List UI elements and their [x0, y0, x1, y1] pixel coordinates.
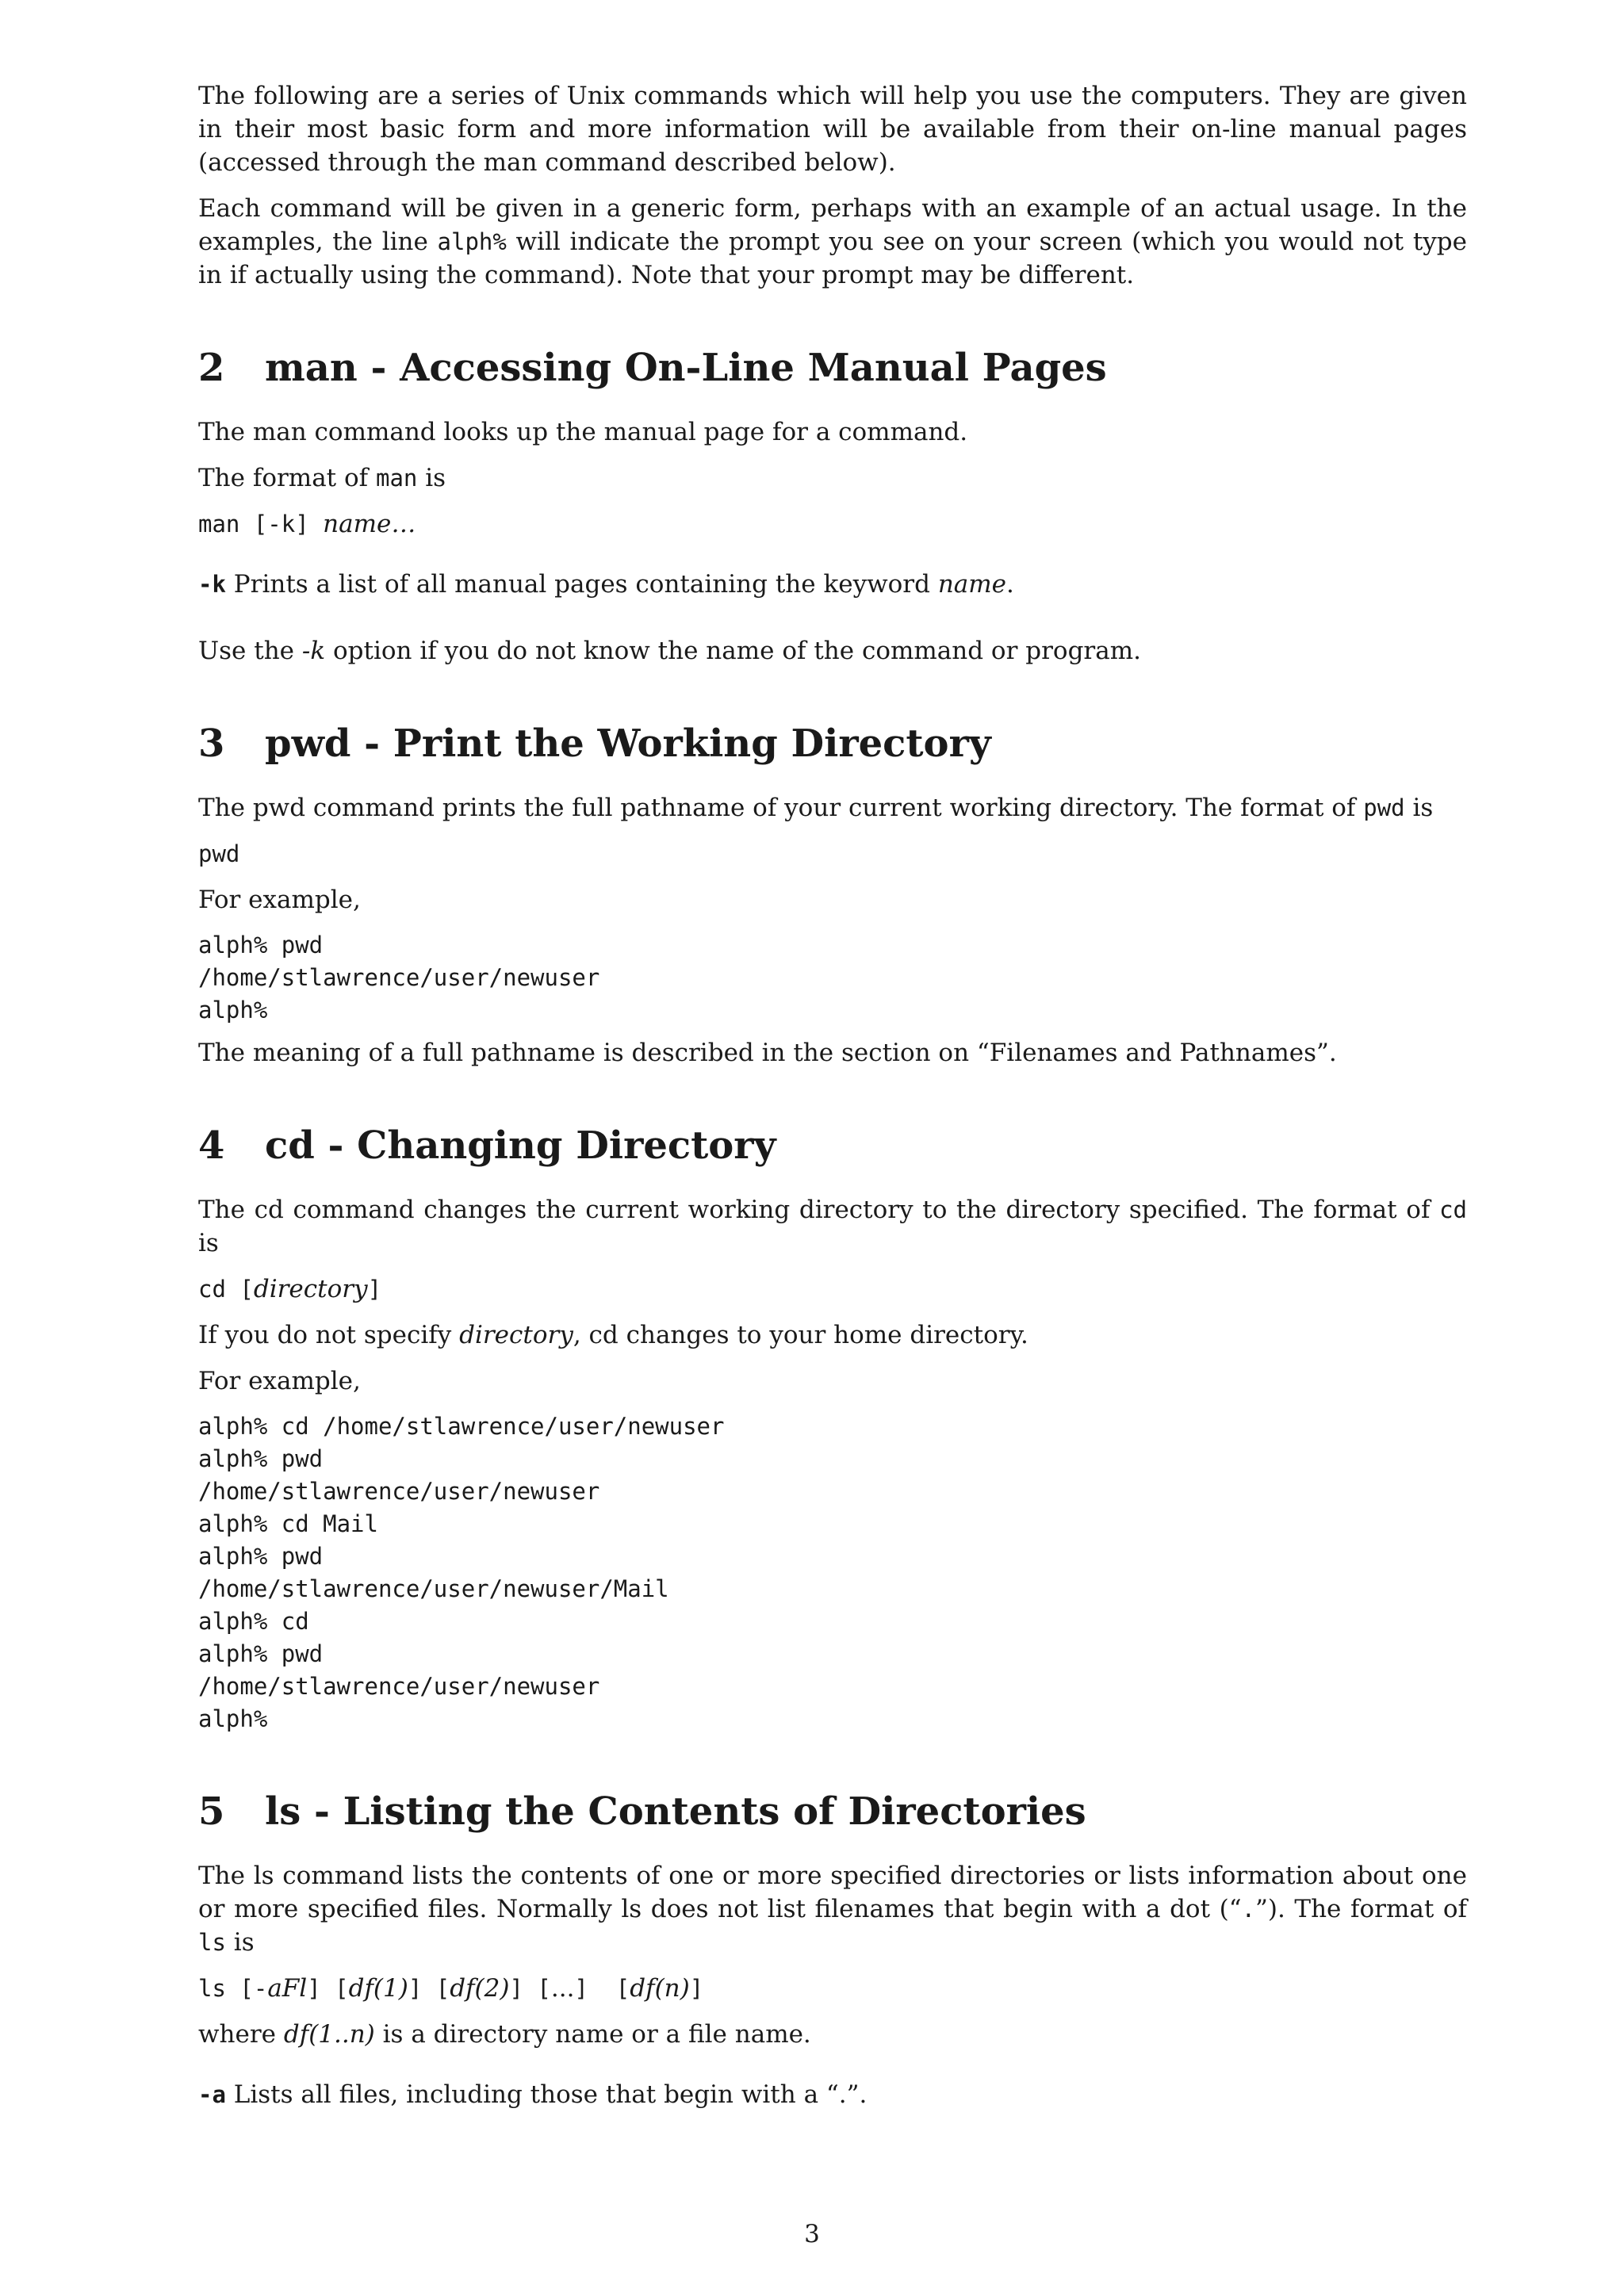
- ls-syntax: ls [-aFl] [df(1)] [df(2)] [...] [df(n)]: [198, 1974, 704, 2003]
- man-format-line: The format of man is: [198, 464, 446, 492]
- prompt-code: alph%: [437, 228, 507, 255]
- section-heading-pwd: 3 pwd - Print the Working Directory: [198, 721, 991, 766]
- section-heading-man: 2 man - Accessing On-Line Manual Pages: [198, 346, 1107, 390]
- intro-paragraph-2: Each command will be given in a generic form, perhaps with an example of an actual usage. In the examples, the line alph% will indicate the prompt you see on your screen (which you would not type in if actually using the command). Note that your prompt may be different.: [198, 194, 1467, 289]
- intro-paragraph-1: The following are a series of Unix commands which will help you use the computers. They are given in their most basic form and more information will be available from their on-line manual pages (accessed through the man command described below).: [198, 82, 1467, 177]
- cd-description: The cd command changes the current working directory to the directory specified. The format of cd is: [198, 1196, 1467, 1257]
- section-heading-cd: 4 cd - Changing Directory: [198, 1123, 776, 1168]
- ls-description: The ls command lists the contents of one or more specified directories or lists information about one or more specified files. Normally ls does not list filenames that begin with a dot (“.”). The format of ls is: [198, 1862, 1467, 1957]
- cd-example-code: alph% cd /home/stlawrence/user/newuser alph% pwd /home/stlawrence/user/newuser alph% cd Mail alph% pwd /home/stlawrence/user/newuser/Mail alph% cd alph% pwd /home/stlawrence/user/newuser alph%: [198, 1413, 725, 1732]
- cd-home-note: If you do not specify directory, cd changes to your home directory.: [198, 1321, 1028, 1349]
- page-number: 3: [804, 2220, 820, 2248]
- pwd-example-code: alph% pwd /home/stlawrence/user/newuser alph%: [198, 932, 600, 1024]
- ls-where-note: where df(1..n) is a directory name or a file name.: [198, 2020, 811, 2049]
- pwd-syntax: pwd: [198, 840, 240, 867]
- pwd-pathname-note: The meaning of a full pathname is described in the section on “Filenames and Pathnames”.: [198, 1039, 1337, 1067]
- pwd-for-example: For example,: [198, 886, 361, 914]
- document-body: [198, 79, 1467, 2145]
- pwd-description: The pwd command prints the full pathname of your current working directory. The format of pwd is: [198, 794, 1434, 822]
- man-usage-note: Use the -k option if you do not know the name of the command or program.: [198, 637, 1141, 665]
- cd-for-example: For example,: [198, 1367, 361, 1395]
- man-syntax: man [-k] name…: [198, 510, 416, 538]
- man-description: The man command looks up the manual page for a command.: [198, 418, 968, 446]
- section-heading-ls: 5 ls - Listing the Contents of Directories: [198, 1789, 1086, 1834]
- ls-option-a: -a Lists all files, including those that begin with a “.”.: [198, 2080, 868, 2109]
- cd-syntax: cd [directory]: [198, 1275, 382, 1303]
- man-option-k: -k Prints a list of all manual pages containing the keyword name.: [198, 570, 1014, 599]
